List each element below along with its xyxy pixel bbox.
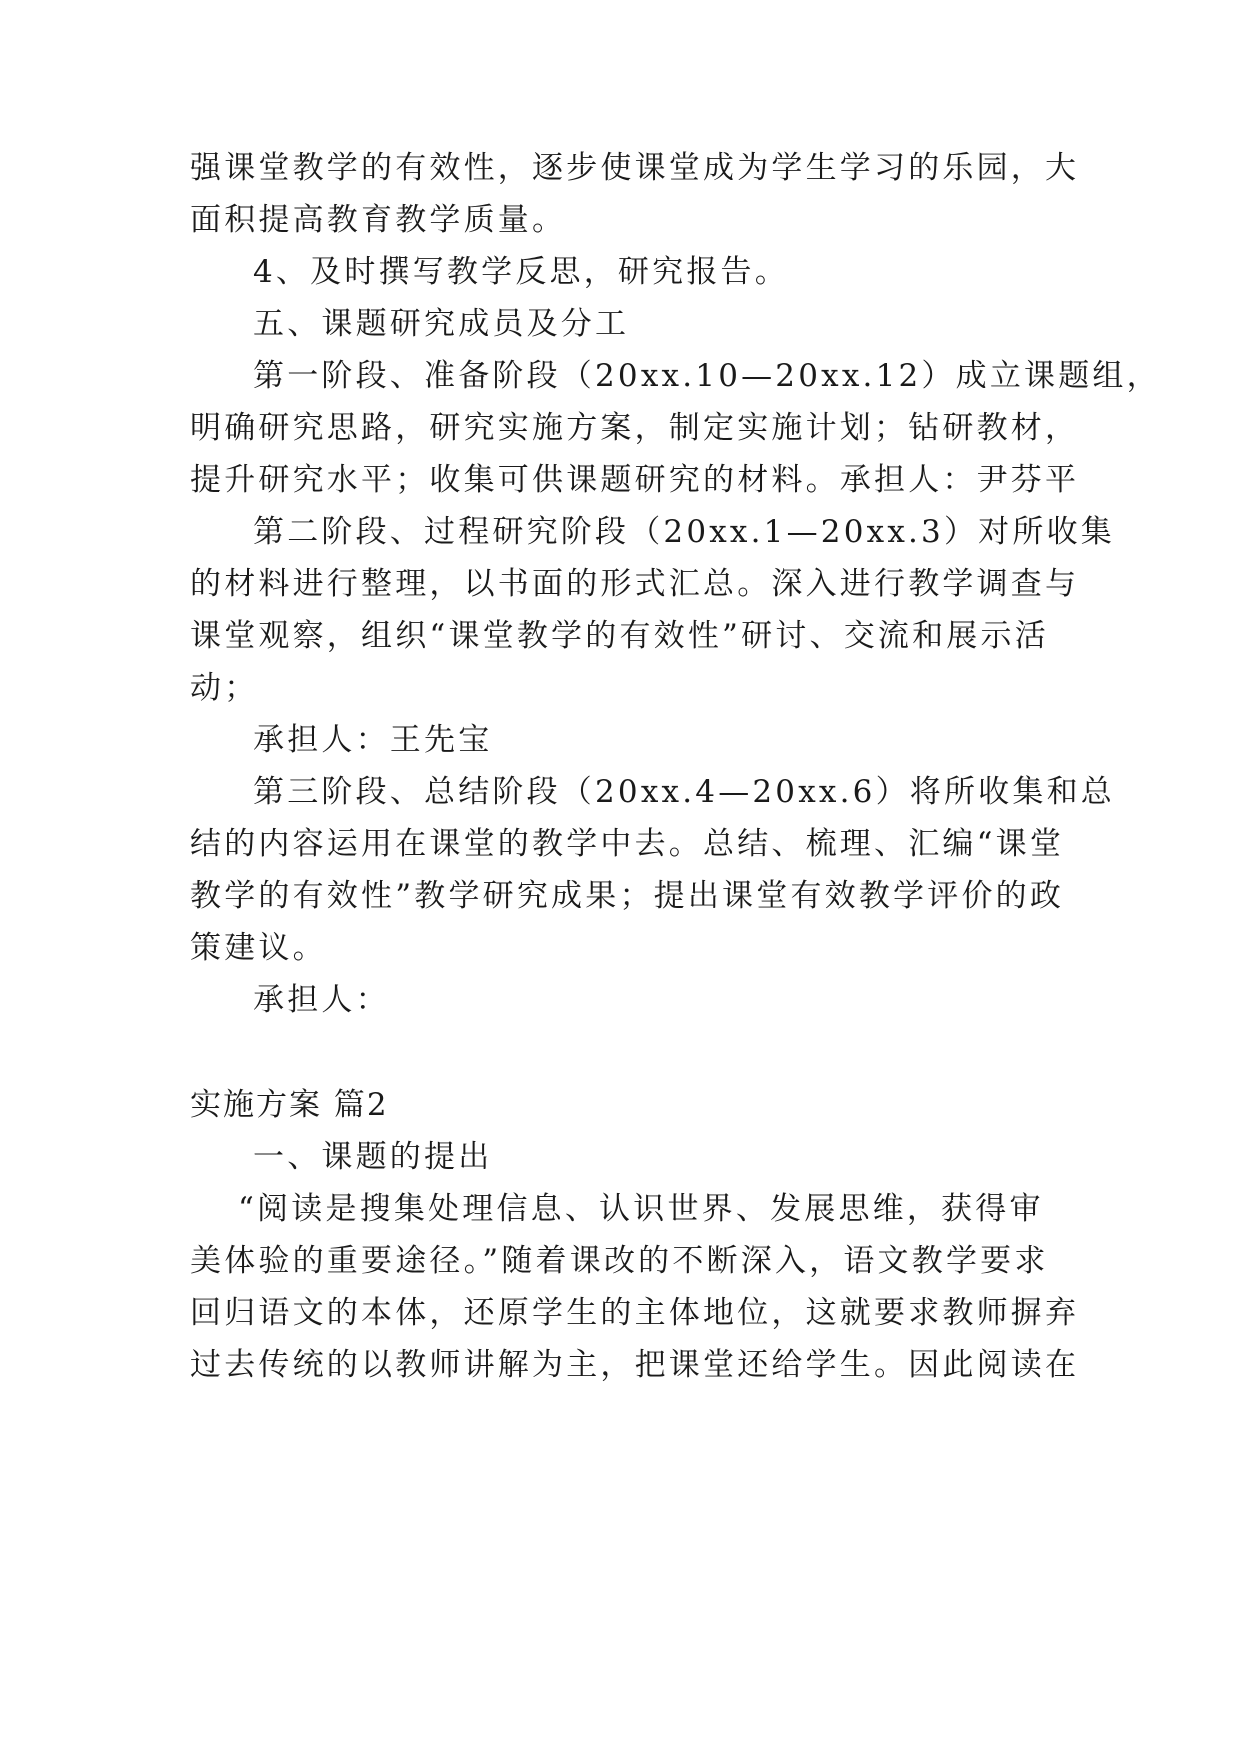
- text-line: 的材料进行整理，以书面的形式汇总。深入进行教学调查与: [190, 566, 1080, 602]
- text-line: 教学的有效性”教学研究成果；提出课堂有效教学评价的政: [190, 878, 1065, 914]
- text-line: 面积提高教育教学质量。: [190, 202, 567, 238]
- text-line: 明确研究思路，研究实施方案，制定实施计划；钻研教材，: [190, 410, 1080, 446]
- article-title: 实施方案 篇2: [190, 1087, 389, 1123]
- text-line: 第三阶段、总结阶段（20xx.4—20xx.6）将所收集和总: [253, 774, 1115, 810]
- section-heading: 五、课题研究成员及分工: [253, 306, 630, 342]
- text-line: 过去传统的以教师讲解为主，把课堂还给学生。因此阅读在: [190, 1347, 1080, 1383]
- text-line: 承担人：王先宝: [253, 722, 493, 758]
- text-line: 动；: [190, 670, 259, 706]
- text-line: 强课堂教学的有效性，逐步使课堂成为学生学习的乐园，大: [190, 150, 1080, 186]
- section-heading: 一、课题的提出: [253, 1139, 493, 1175]
- text-line: 策建议。: [190, 930, 327, 966]
- text-line: “阅读是搜集处理信息、认识世界、发展思维，获得审: [238, 1191, 1044, 1227]
- text-line: 第一阶段、准备阶段（20xx.10—20xx.12）成立课题组，: [253, 358, 1161, 394]
- text-line: 4、及时撰写教学反思，研究报告。: [253, 254, 789, 290]
- text-line: 结的内容运用在课堂的教学中去。总结、梳理、汇编“课堂: [190, 826, 1065, 862]
- text-line: 回归语文的本体，还原学生的主体地位，这就要求教师摒弃: [190, 1295, 1080, 1331]
- text-line: 提升研究水平；收集可供课题研究的材料。承担人：尹芬平: [190, 462, 1080, 498]
- text-line: 美体验的重要途径。”随着课改的不断深入，语文教学要求: [190, 1243, 1049, 1279]
- text-line: 课堂观察，组织“课堂教学的有效性”研讨、交流和展示活: [190, 618, 1049, 654]
- text-line: 承担人：: [253, 982, 390, 1018]
- text-line: 第二阶段、过程研究阶段（20xx.1—20xx.3）对所收集: [253, 514, 1115, 550]
